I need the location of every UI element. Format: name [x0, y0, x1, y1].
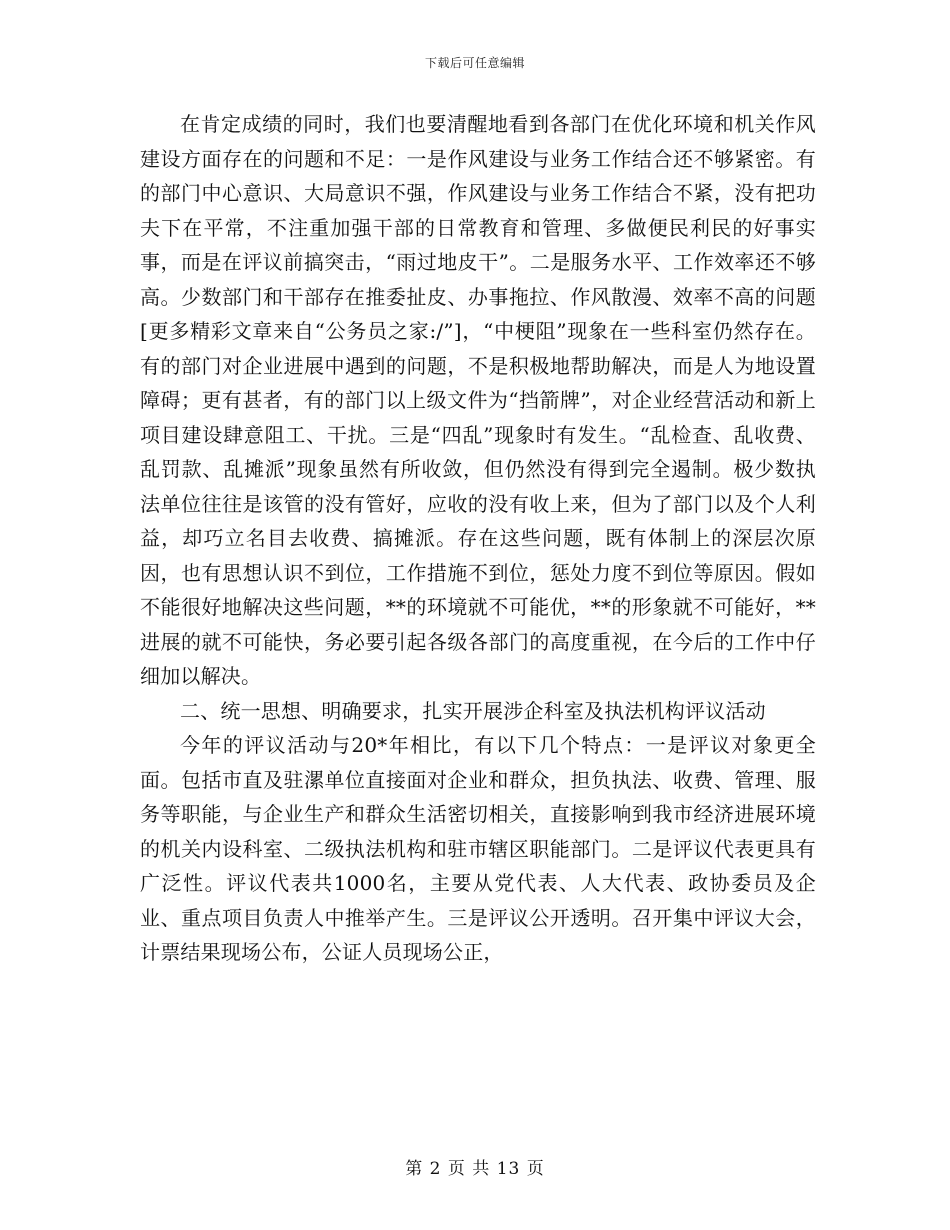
header-note: 下载后可任意编辑: [424, 56, 525, 70]
section-heading-2: 二、统一思想、明确要求，扎实开展涉企科室及执法机构评议活动: [180, 698, 766, 723]
page-number: 第 2 页 共 13 页: [405, 1159, 545, 1179]
paragraph-problems: 在肯定成绩的同时，我们也要清醒地看到各部门在优化环境和机关作风建设方面存在的问题和不足：一是作风建设与业务工作结合还不够紧密。有的部门中心意识、大局意识不强，作风建设与业务工作结合不紧，没有把功夫下在平常，不注重加强干部的日常教育和管理、多做便民利民的好事实事，而是在评议前搞突击，“雨过地皮干”。二是服务水平、工作效率还不够高。少数部门和干部存在推委扯皮、办事拖拉、作风散漫、效率不高的问题[更多精彩文章来自“公务员之家:/”]，“中梗阻”现象在一些科室仍然存在。有的部门对企业进展中遇到的问题，不是积极地帮助解决，而是人为地设置障碍；更有甚者，有的部门以上级文件为“挡箭牌”，对企业经营活动和新上项目建设肆意阻工、干扰。三是“四乱”现象时有发生。“乱检查、乱收费、乱罚款、乱摊派”现象虽然有所收敛，但仍然没有得到完全遏制。极少数执法单位往往是该管的没有管好，应收的没有收上来，但为了部门以及个人利益，却巧立名目去收费、搞摊派。存在这些问题，既有体制上的深层次原因，也有思想认识不到位，工作措施不到位，惩处力度不到位等原因。假如不能很好地解决这些问题，**的环境就不可能优，**的形象就不可能好，**进展的就不可能快，务必要引起各级各部门的高度重视，在今后的工作中仔细加以解决。: [140, 112, 816, 688]
document-body: [140, 107, 816, 970]
paragraph-features: 今年的评议活动与20*年相比，有以下几个特点：一是评议对象更全面。包括市直及驻漯单位直接面对企业和群众，担负执法、收费、管理、服务等职能，与企业生产和群众生活密切相关，直接影响到我市经济进展环境的机关内设科室、二级执法机构和驻市辖区职能部门。二是评议代表更具有广泛性。评议代表共1000名，主要从党代表、人大代表、政协委员及企业、重点项目负责人中推举产生。三是评议公开透明。召开集中评议大会，计票结果现场公布，公证人员现场公正，: [140, 733, 816, 964]
